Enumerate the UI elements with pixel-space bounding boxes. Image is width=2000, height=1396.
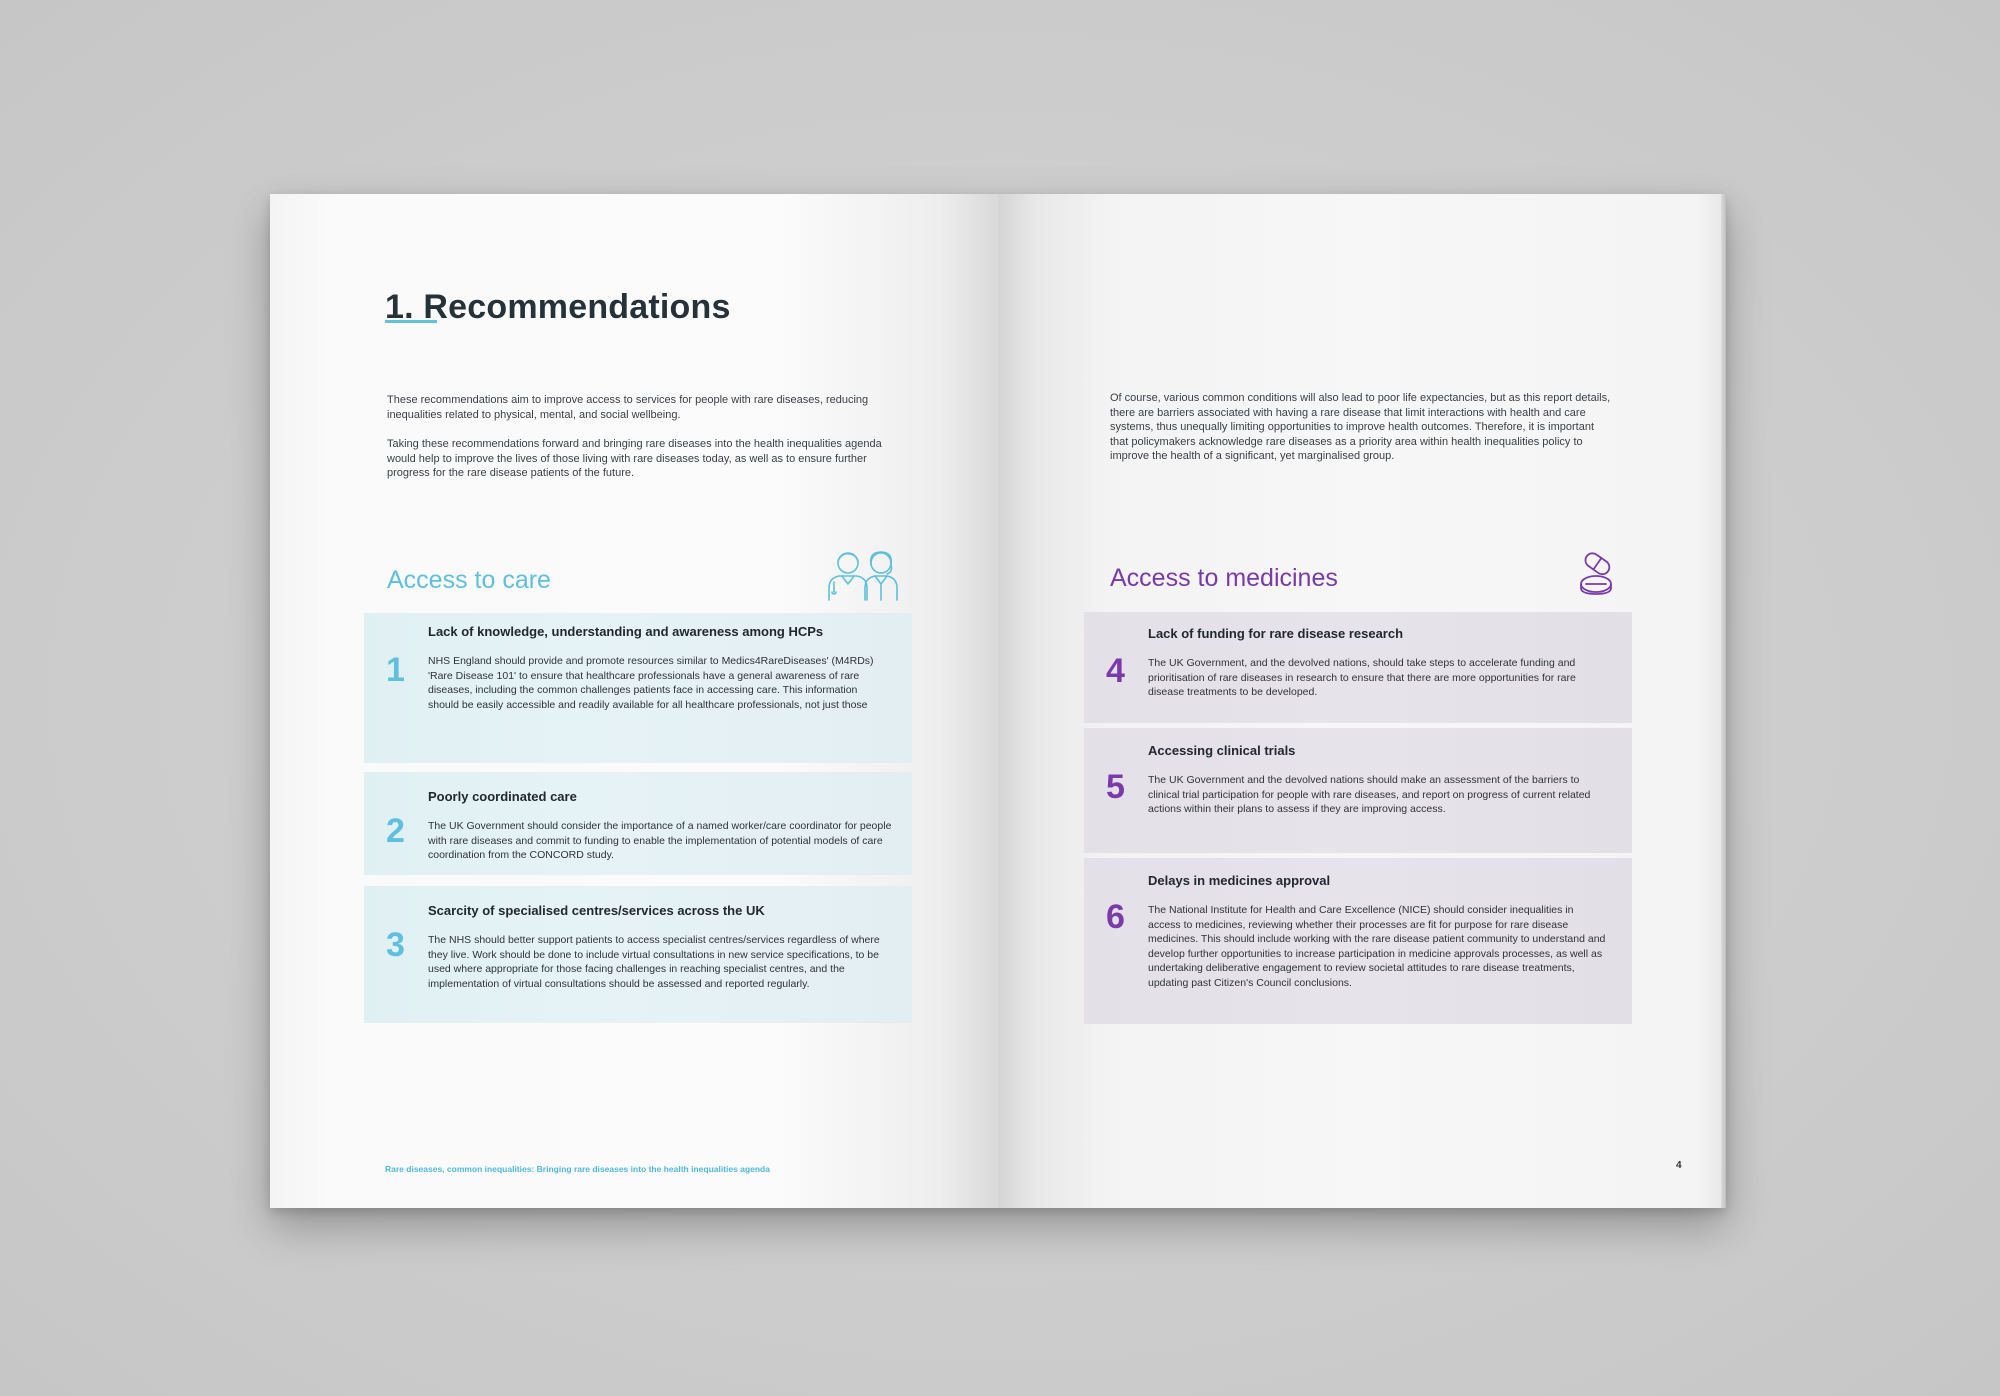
page-footer: Rare diseases, common inequalities: Bringing rare diseases into the health inequalities agenda bbox=[385, 1164, 770, 1174]
recommendation-text: The National Institute for Health and Care Excellence (NICE) should consider inequalities in access to medicines, reviewing whether their processes are fit for purpose for rare disease medicines. This should include working with the rare disease patient community to understand and develop further opportunities to increase participation in medicine approvals processes, as well as undertaking deliberative engagement to review societal attitudes to rare disease treatments, updating past Citizen's Council conclusions. bbox=[1148, 904, 1606, 989]
recommendation-text: The UK Government and the devolved nations should make an assessment of the barriers to clinical trial participation for people with rare diseases, and report on progress of current related actions within their plans to assess if they are improving access. bbox=[1148, 774, 1591, 815]
recommendation-number: 6 bbox=[1106, 898, 1125, 936]
recommendation-text: The NHS should better support patients to access specialist centres/services regardless of where they live. Work should be done to include virtual consultations in new service specifications, to be used where appropriate for those facing challenges in reaching specialist centres, and the implementation of virtual consultations should be assessed and reported regularly. bbox=[428, 934, 880, 990]
page-title: 1. Recommendations bbox=[385, 288, 731, 326]
recommendation-heading: Lack of knowledge, understanding and awareness among HCPs bbox=[428, 624, 824, 639]
recommendation-card-6 bbox=[1084, 858, 1632, 1024]
left-page bbox=[270, 194, 998, 1208]
section-title-access-to-care: Access to care bbox=[387, 566, 551, 594]
recommendation-heading: Delays in medicines approval bbox=[1148, 873, 1331, 888]
recommendation-number: 3 bbox=[386, 926, 405, 964]
recommendation-heading: Lack of funding for rare disease research bbox=[1148, 626, 1404, 641]
recommendation-number: 4 bbox=[1106, 652, 1125, 690]
intro-paragraph-2: Taking these recommendations forward and bringing rare diseases into the health inequalities agenda would help to improve the lives of those living with rare diseases today, as well as to ensure further progress for the rare disease patients of the future. bbox=[387, 438, 882, 479]
brochure-spread bbox=[270, 194, 1726, 1208]
page-number: 4 bbox=[1676, 1160, 1682, 1171]
recommendation-card-3 bbox=[364, 886, 912, 1023]
right-page bbox=[998, 194, 1726, 1208]
recommendation-number: 2 bbox=[386, 812, 405, 850]
healthcare-workers-icon bbox=[825, 546, 905, 602]
recommendation-number: 5 bbox=[1106, 768, 1125, 806]
recommendation-heading: Scarcity of specialised centres/services across the UK bbox=[428, 903, 765, 918]
recommendation-text: The UK Government, and the devolved nations, should take steps to accelerate funding and prioritisation of rare diseases in research to ensure that there are more opportunities for rare disease treatments to be developed. bbox=[1148, 657, 1576, 698]
recommendation-text: NHS England should provide and promote resources similar to Medics4RareDiseases' (M4RDs) 'Rare Disease 101' to ensure that healthcare professionals have a general awareness of rare diseases, including the common challenges patients face in accessing care. This information should be easily accessible and readily available for all healthcare professionals, not just those bbox=[428, 655, 874, 711]
recommendation-number: 1 bbox=[386, 651, 405, 689]
recommendation-card-1 bbox=[364, 613, 912, 763]
section-title-access-to-medicines: Access to medicines bbox=[1110, 564, 1338, 592]
recommendation-card-4 bbox=[1084, 612, 1632, 723]
recommendation-card-2 bbox=[364, 772, 912, 875]
recommendation-heading: Accessing clinical trials bbox=[1148, 743, 1296, 758]
recommendation-text: The UK Government should consider the importance of a named worker/care coordinator for people with rare diseases and commit to funding to enable the implementation of potential models of care coordination from the CONCORD study. bbox=[428, 820, 892, 861]
intro-paragraph-1: These recommendations aim to improve access to services for people with rare diseases, reducing inequalities related to physical, mental, and social wellbeing. bbox=[387, 394, 869, 421]
intro-paragraph: Of course, various common conditions will also lead to poor life expectancies, but as this report details, there are barriers associated with having a rare disease that limit interactions with health and care systems, thus unequally limiting opportunities to improve health outcomes. Therefore, it is important that policymakers acknowledge rare diseases as a priority area within health inequalities policy to improve the health of a significant, yet marginalised group. bbox=[1110, 392, 1611, 462]
recommendation-heading: Poorly coordinated care bbox=[428, 789, 577, 804]
recommendation-card-5 bbox=[1084, 728, 1632, 853]
pills-icon bbox=[1574, 550, 1620, 596]
